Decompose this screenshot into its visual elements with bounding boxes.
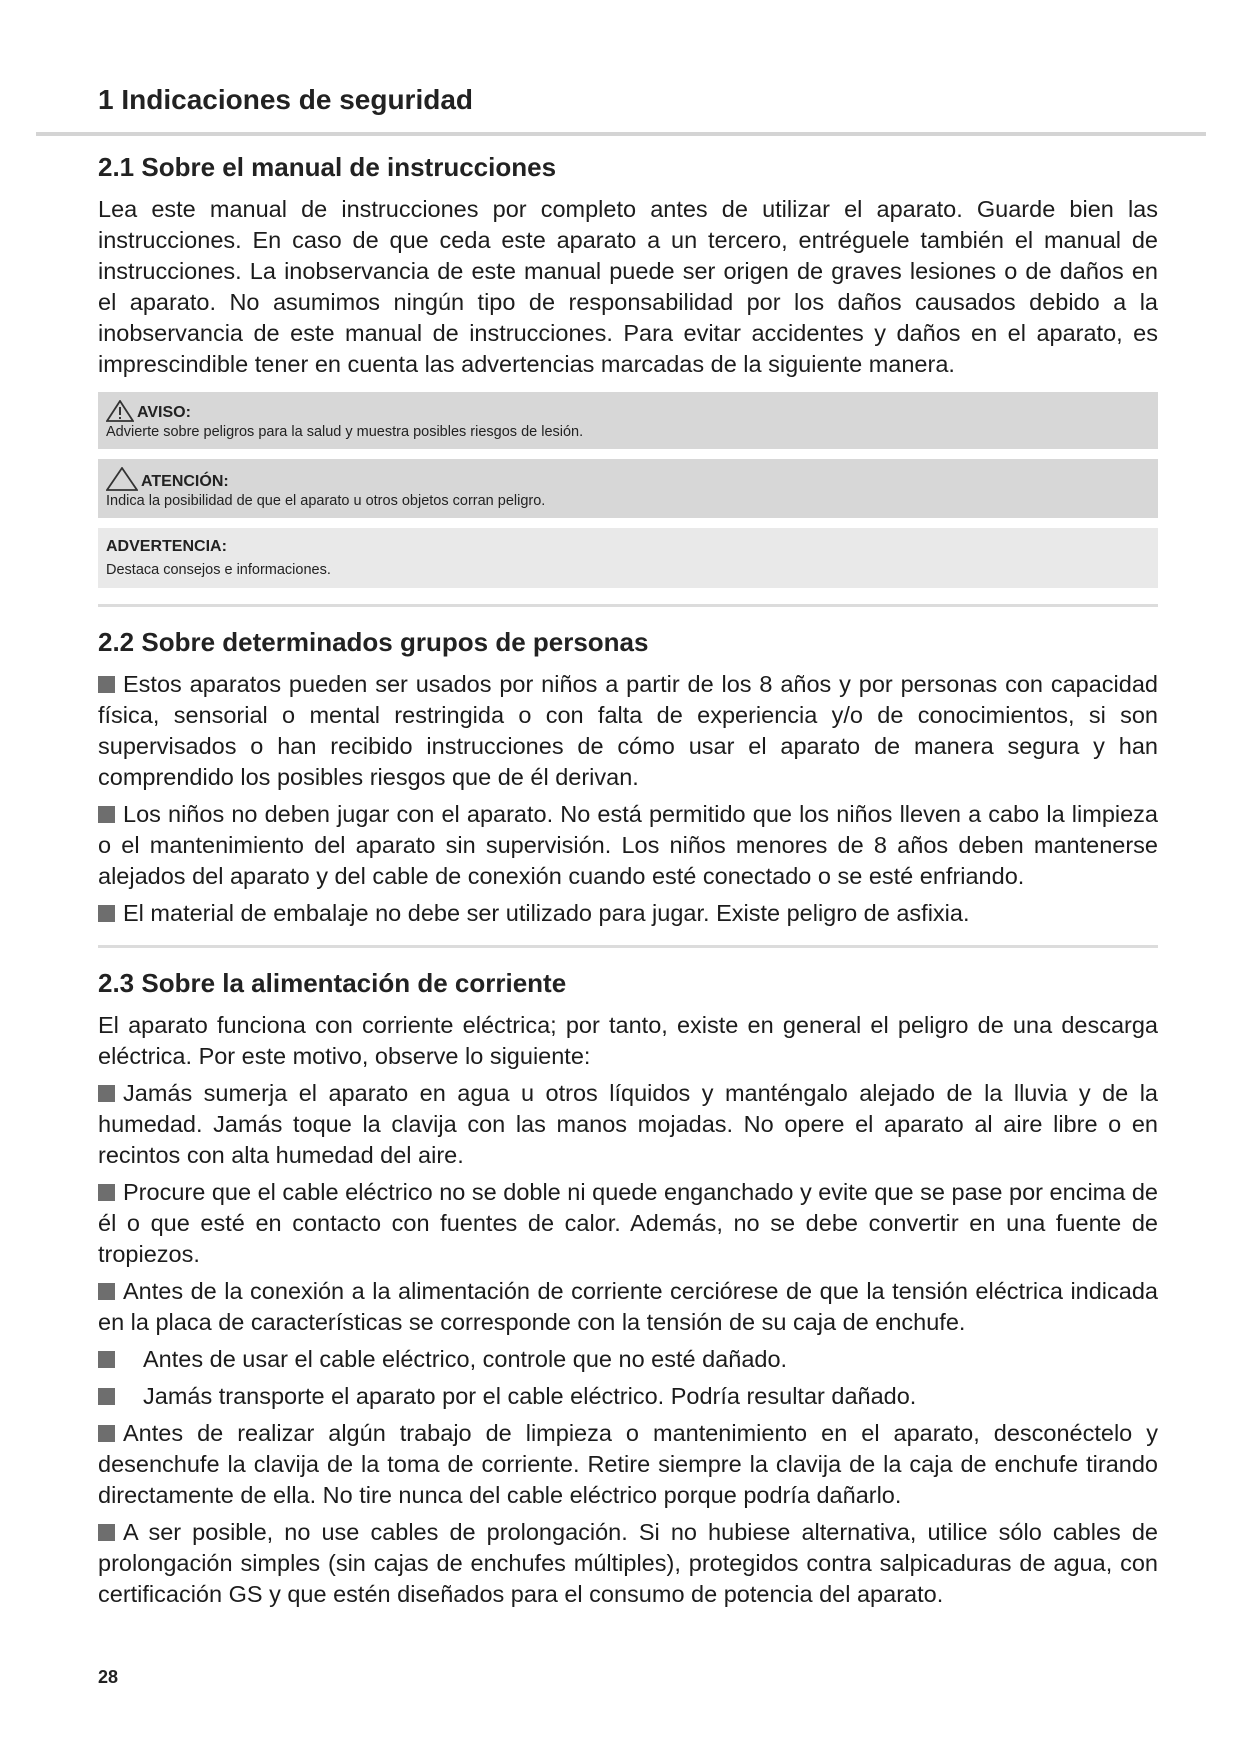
list-item: Antes de usar el cable eléctrico, controle que no esté dañado. [98,1344,1158,1375]
list-item: Estos aparatos pueden ser usados por niños a partir de los 8 años y por personas con capacidad física, sensorial o mental restringida o con falta de experiencia y/o de conocimientos, si son supervisados o han recibido instrucciones de cómo usar el aparato de manera segura y han comprendido los posibles riesgos que de él derivan. [98,669,1158,793]
list-item: Jamás transporte el aparato por el cable eléctrico. Podría resultar dañado. [98,1381,1158,1412]
chapter-title: 1 Indicaciones de seguridad [98,84,474,115]
page-number: 28 [98,1667,119,1687]
section-divider [98,604,1158,607]
section-title-groups: 2.2 Sobre determinados grupos de personas [98,627,649,657]
notice-text: Indica la posibilidad de que el aparato u otros objetos corran peligro. [106,493,546,509]
notice-aviso [98,392,1158,449]
notice-label: AVISO: [137,404,191,421]
section-divider [98,945,1158,948]
list-item: A ser posible, no use cables de prolongación. Si no hubiese alternativa, utilice sólo cables de prolongación simples (sin cajas de enchufes múltiples), protegidos contra salpicaduras de agua, con certificación GS y que estén diseñados para el consumo de potencia del aparato. [98,1517,1158,1610]
notice-text: Advierte sobre peligros para la salud y muestra posibles riesgos de lesión. [106,424,584,440]
section-text-manual: Lea este manual de instrucciones por completo antes de utilizar el aparato. Guarde bien las instrucciones. En caso de que ceda este aparato a un tercero, entréguele también el manual de instrucciones. La inobservancia de este manual puede ser origen de graves lesiones o de daños en el aparato. No asumimos ningún tipo de responsabilidad por los daños causados debido a la inobservancia de este manual de instrucciones. Para evitar accidentes y daños en el aparato, es imprescindible tener en cuenta las advertencias marcadas de la siguiente manera. [98,196,1158,377]
notice-advertencia [98,528,1158,588]
chapter-divider [36,132,1206,136]
section-intro-power: El aparato funciona con corriente eléctrica; por tanto, existe en general el peligro de una descarga eléctrica. Por este motivo, observe lo siguiente: [98,1012,1158,1069]
list-item: Los niños no deben jugar con el aparato. No está permitido que los niños lleven a cabo la limpieza o el mantenimiento del aparato sin supervisión. Los niños menores de 8 años deben mantenerse alejados del aparato y del cable de conexión cuando esté conectado o se esté enfriando. [98,799,1158,892]
list-item: Antes de la conexión a la alimentación de corriente cerciórese de que la tensión eléctrica indicada en la placa de características se corresponde con la tensión de su caja de enchufe. [98,1276,1158,1338]
warning-triangle-icon [106,467,138,491]
list-item: Jamás sumerja el aparato en agua u otros líquidos y manténgalo alejado de la lluvia y de la humedad. Jamás toque la clavija con las manos mojadas. No opere el aparato al aire libre o en recintos con alta humedad del aire. [98,1078,1158,1171]
section-title-power: 2.3 Sobre la alimentación de corriente [98,968,567,998]
notice-label: ADVERTENCIA: [106,538,227,555]
warning-triangle-icon [106,400,134,422]
list-item: Antes de realizar algún trabajo de limpieza o mantenimiento en el aparato, desconéctelo y desenchufe la clavija de la toma de corriente. Retire siempre la clavija de la caja de enchufe tirando directamente de ella. No tire nunca del cable eléctrico porque podría dañarlo. [98,1418,1158,1511]
list-item: El material de embalaje no debe ser utilizado para jugar. Existe peligro de asfixia. [98,898,1158,929]
page-content [98,150,1158,1616]
notice-text: Destaca consejos e informaciones. [106,562,331,578]
list-item: Procure que el cable eléctrico no se doble ni quede enganchado y evite que se pase por encima de él o que esté en contacto con fuentes de calor. Además, no se debe convertir en una fuente de tropiezos. [98,1177,1158,1270]
section-title-manual: 2.1 Sobre el manual de instrucciones [98,152,557,182]
notice-label: ATENCIÓN: [141,473,229,490]
notice-atencion [98,459,1158,518]
